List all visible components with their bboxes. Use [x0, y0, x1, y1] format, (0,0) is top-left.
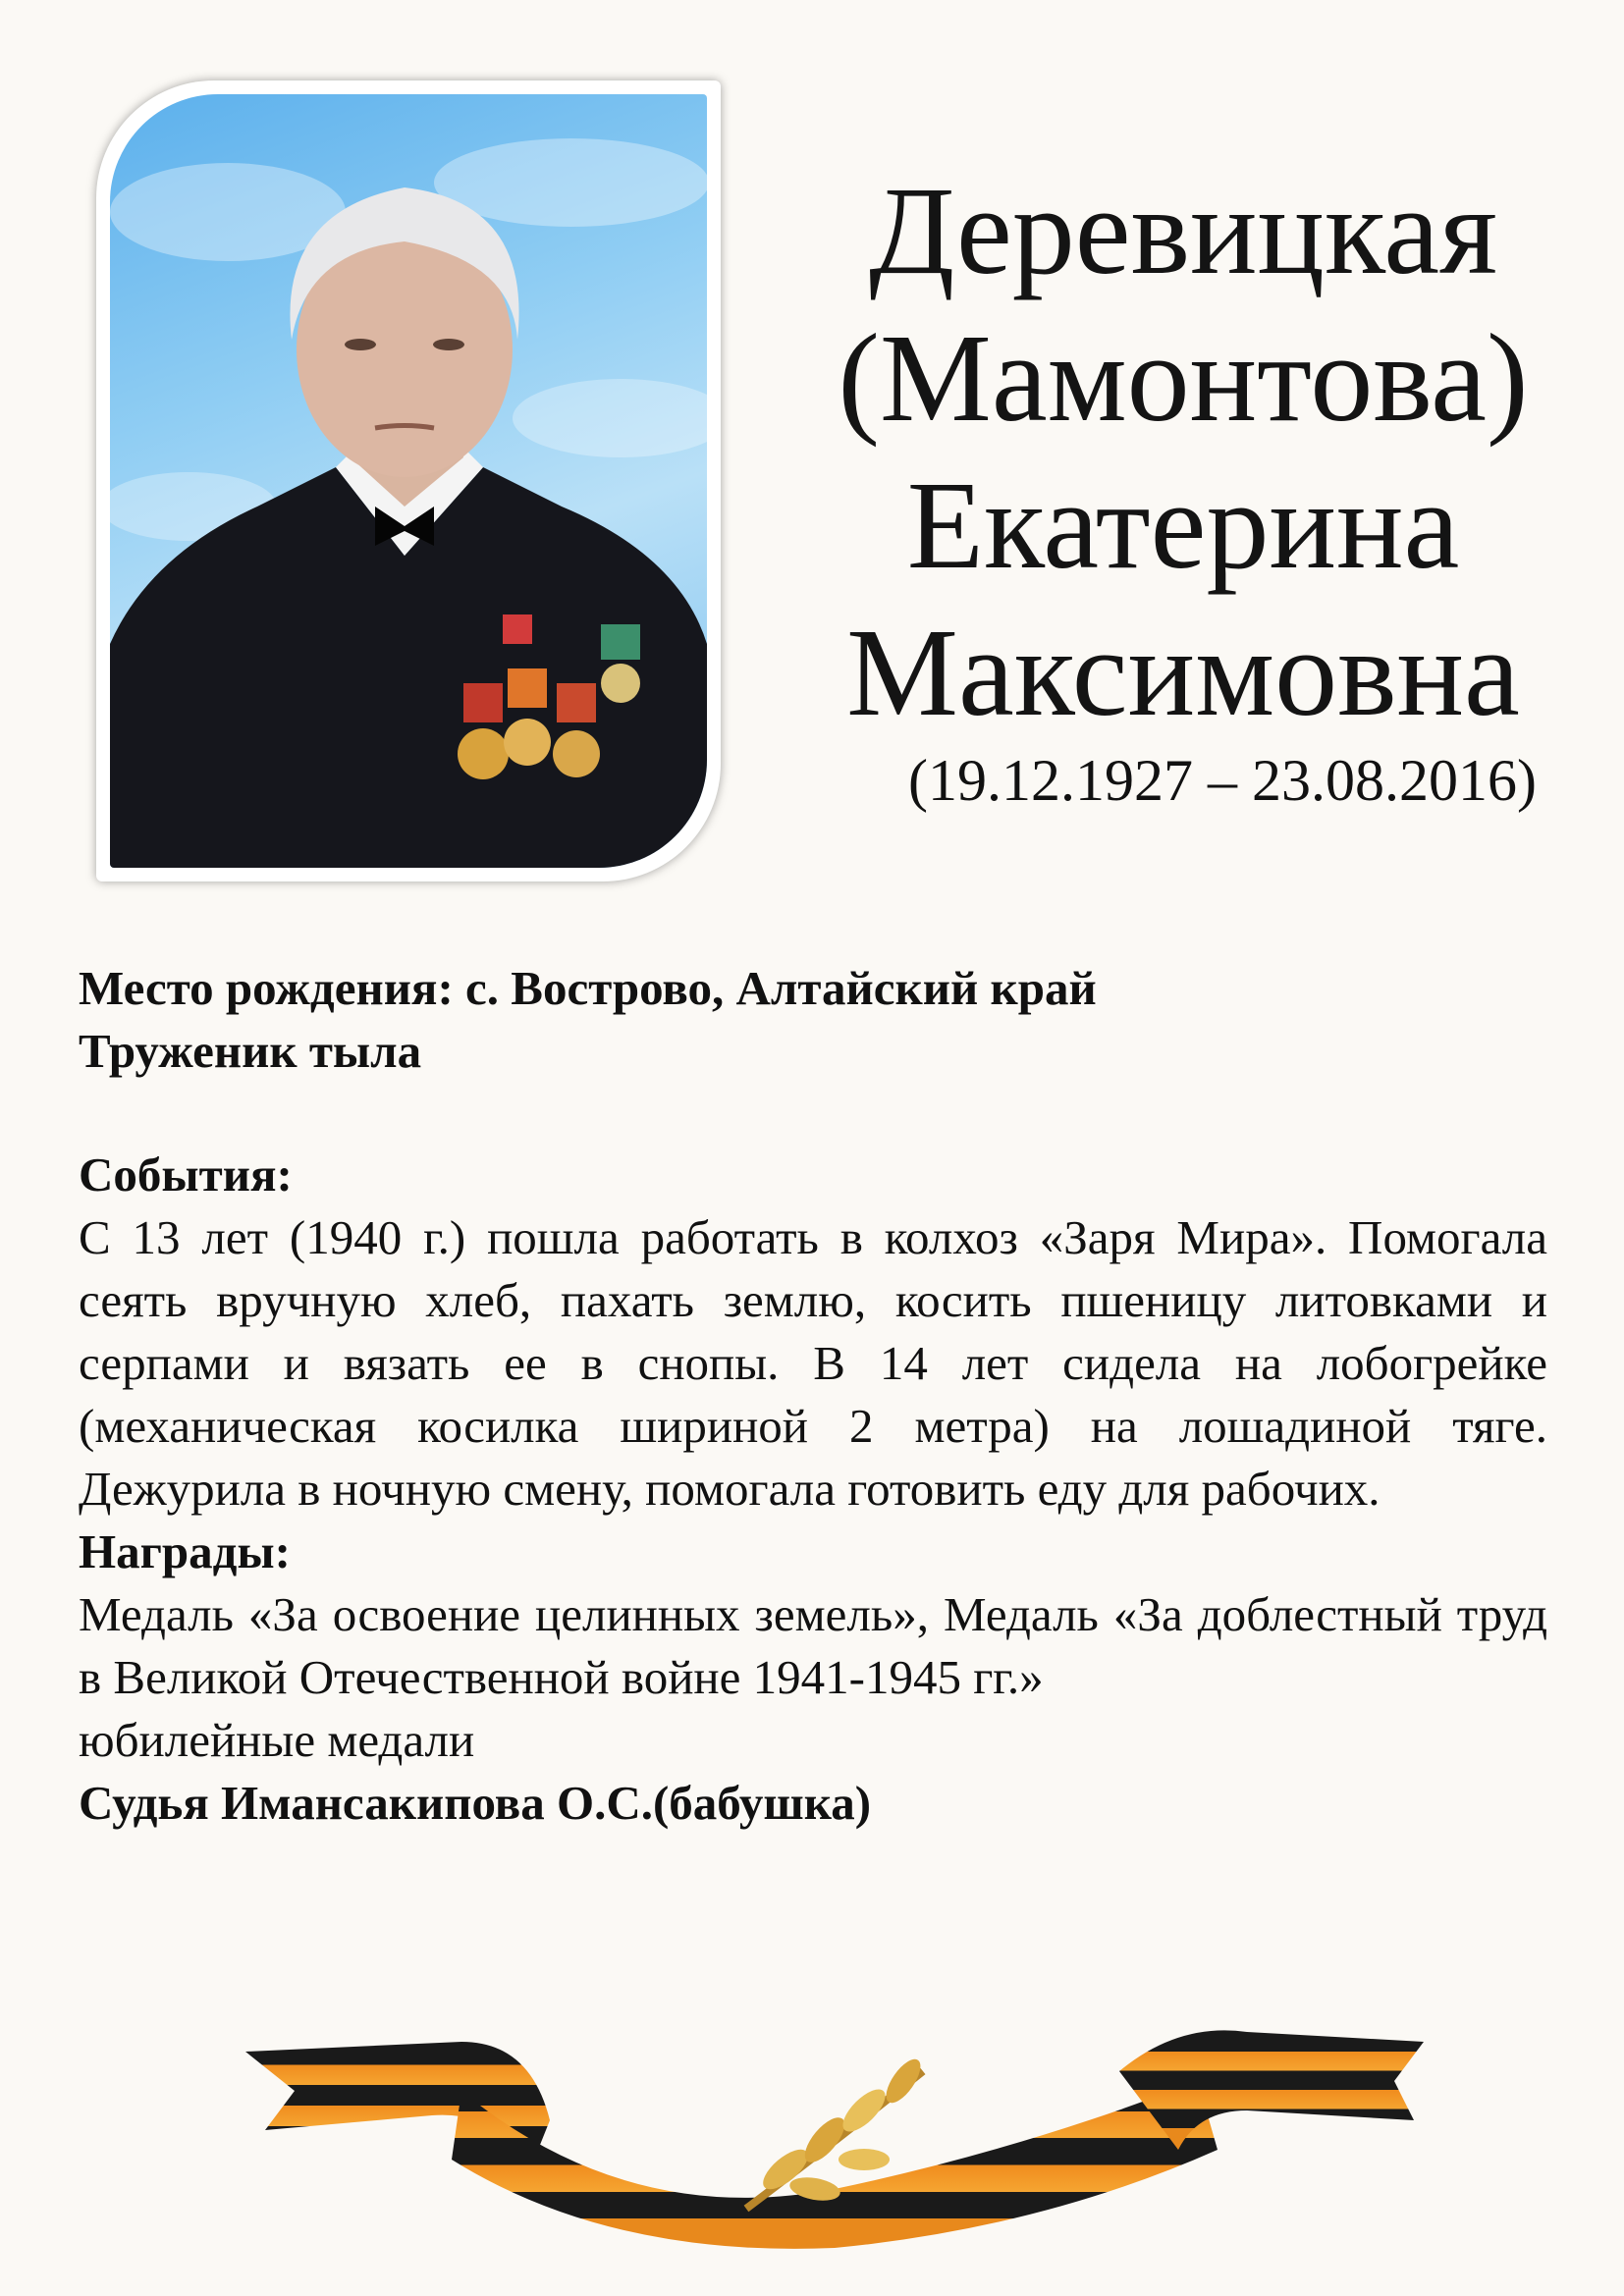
- portrait-illustration: [110, 94, 707, 868]
- maiden-name: (Мамонтова): [838, 308, 1529, 448]
- author: Судья Имансакипова О.С.(бабушка): [79, 1776, 872, 1830]
- biography: [79, 957, 1547, 1835]
- awards-heading: Награды:: [79, 1524, 291, 1578]
- events-text: С 13 лет (1940 г.) пошла работать в колхоз «Заря Мира». Помогала сеять вручную хлеб, пахать землю, косить пшеницу литовками и серпами и вязать ее в снопы. В 14 лет сидела на лобогрейке (механическая косилка шириной 2 метра) на лошадиной тяге. Дежурила в ночную смену, помогала готовить еду для рабочих.: [79, 1210, 1547, 1516]
- portrait-frame: [96, 80, 721, 881]
- st-george-ribbon: [236, 2002, 1434, 2258]
- awards-text: Медаль «За освоение целинных земель», Медаль «За доблестный труд в Великой Отечественной войне 1941-1945 гг.»: [79, 1587, 1547, 1704]
- events-heading: События:: [79, 1148, 293, 1201]
- life-dates: (19.12.1927 – 23.08.2016): [908, 748, 1537, 813]
- patronymic: Максимовна: [846, 603, 1520, 742]
- portrait-photo: [110, 94, 707, 868]
- role: Труженик тыла: [79, 1024, 422, 1078]
- first-name: Екатерина: [906, 455, 1460, 595]
- name-block: [766, 157, 1600, 815]
- spacer: [79, 1083, 1547, 1144]
- birthplace: Место рождения: с. Вострово, Алтайский край: [79, 961, 1097, 1015]
- surname: Деревицкая: [869, 161, 1497, 300]
- awards-extra: юбилейные медали: [79, 1713, 475, 1767]
